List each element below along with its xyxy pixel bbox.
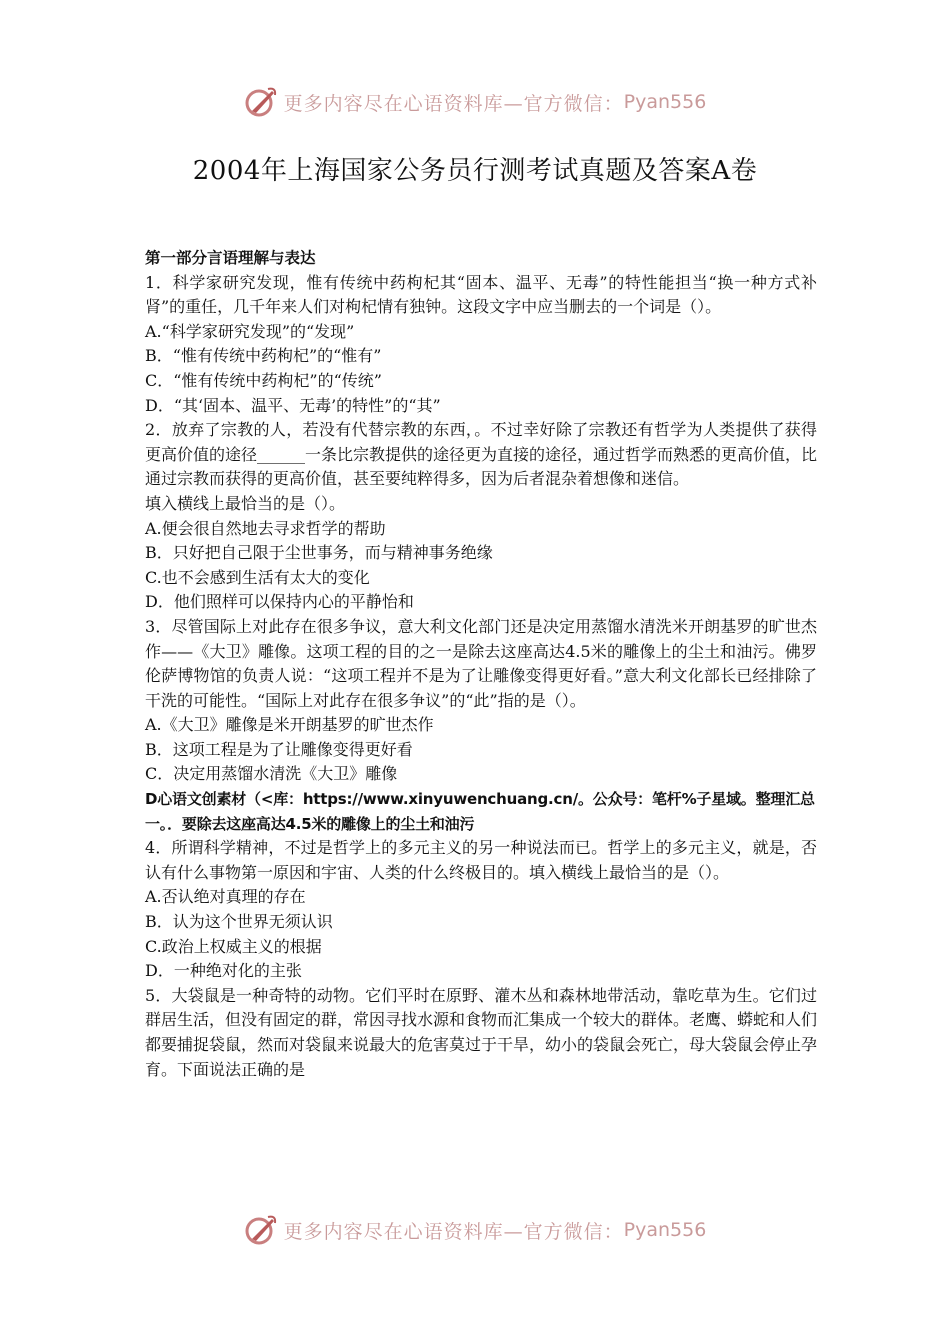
banner-text: 更多内容尽在心语资料库—官方微信： xyxy=(283,1220,624,1243)
option-2b: B．只好把自己限于尘世事务，而与精神事务绝缘 xyxy=(145,543,493,563)
option-2a: A.便会很自然地去寻求哲学的帮助 xyxy=(145,518,386,538)
option-4c: C.政治上权威主义的根据 xyxy=(145,936,322,956)
option-4b: B．认为这个世界无须认识 xyxy=(145,912,333,932)
banner-wechat-id: Pyan556 xyxy=(623,1219,707,1241)
question-4: 4．所谓科学精神，不过是哲学上的多元主义的另一种说法而已。哲学上的多元主义，就是，否认有什么事物第一原因和宇宙、人类的什么终极目的。填入横线上最恰当的是（）。 xyxy=(145,838,817,882)
option-2c: C.也不会感到生活有太大的变化 xyxy=(145,567,370,587)
header-banner xyxy=(0,82,950,122)
question-2-prompt: 填入横线上最恰当的是（）。 xyxy=(145,493,346,513)
question-1: 1．科学家研究发现，惟有传统中药枸杞其“固本、温平、无毒”的特性能担当“换一种方式补肾”的重任，几千年来人们对枸杞情有独钟。这段文字中应当删去的一个词是（）。 xyxy=(145,272,817,317)
banner-wechat-id: Pyan556 xyxy=(623,91,707,113)
section-heading: 第一部分言语理解与表达 xyxy=(145,249,316,267)
option-1b: B．“惟有传统中药枸杞”的“惟有” xyxy=(145,346,382,366)
quill-logo-icon xyxy=(244,1213,278,1247)
option-2d: D．他们照样可以保持内心的平静怡和 xyxy=(145,592,414,612)
question-5: 5．大袋鼠是一种奇特的动物。它们平时在原野、灌木丛和森林地带活动，靠吃草为生。它们过群居生活，但没有固定的群，常因寻找水源和食物而汇集成一个较大的群体。老鹰、蟒蛇和人们都要捕捉袋鼠，然而对袋鼠来说最大的危害莫过于干旱，幼小的袋鼠会死亡，母大袋鼠会停止孕育。下面说法正确的是 xyxy=(145,985,818,1079)
option-3c: C．决定用蒸馏水清洗《大卫》雕像 xyxy=(145,764,398,784)
option-1c: C．“惟有传统中药枸杞”的“传统” xyxy=(145,370,382,390)
option-4d: D．一种绝对化的主张 xyxy=(145,961,302,981)
option-4a: A.否认绝对真理的存在 xyxy=(145,887,306,907)
question-3: 3．尽管国际上对此存在很多争议，意大利文化部门还是决定用蒸馏水清洗米开朗基罗的旷世杰作——《大卫》雕像。这项工程的目的之一是除去这座高达4.5米的雕像上的尘土和油污。佛罗伦萨博物馆的负责人说：“这项工程并不是为了让雕像变得更好看。”意大利文化部长已经排除了干洗的可能性。“国际上对此存在很多争议”的“此”指的是（）。 xyxy=(145,616,817,710)
option-1d: D．“其‘固本、温平、无毒’的特性”的“其” xyxy=(145,395,441,415)
option-3b: B．这项工程是为了让雕像变得更好看 xyxy=(145,739,413,759)
question-2: 2．放弃了宗教的人，若没有代替宗教的东西，。不过幸好除了宗教还有哲学为人类提供了获得更高价值的途径______一条比宗教提供的途径更为直接的途径，通过哲学而熟悉的更高价值，比通过宗教而获得的更高价值，甚至要纯粹得多，因为后者混杂着想像和迷信。 xyxy=(145,420,818,489)
page-title: 2004年上海国家公务员行测考试真题及答案A卷 xyxy=(192,156,758,186)
footer-banner xyxy=(0,1210,950,1250)
option-3a: A.《大卫》雕像是米开朗基罗的旷世杰作 xyxy=(145,715,434,735)
banner-text: 更多内容尽在心语资料库—官方微信： xyxy=(283,92,624,115)
option-3d-with-ad: D心语文创素材（<库：https://www.xinyuwenchuang.cn/。公众号：笔杆%子星域。整理汇总一。．要除去这座高达4.5米的雕像上的尘土和油污 xyxy=(145,790,815,833)
option-1a: A.“科学家研究发现”的“发现” xyxy=(145,321,355,341)
document-body xyxy=(145,246,817,1082)
quill-logo-icon xyxy=(244,85,278,119)
